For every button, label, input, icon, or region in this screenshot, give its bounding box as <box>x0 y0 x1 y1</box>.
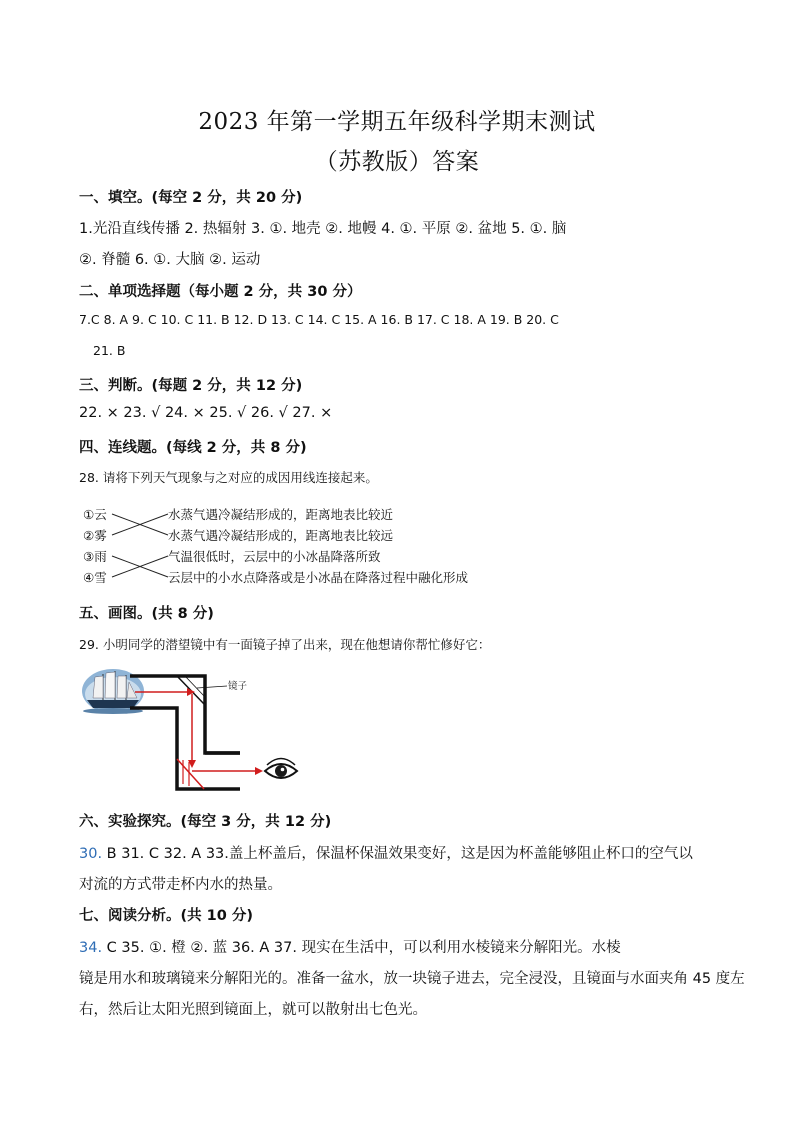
title-line-2: （苏教版）答案 <box>314 149 480 175</box>
section-7-heading: 七、阅读分析。(共 10 分) <box>79 908 254 924</box>
section-7-answers-text: C 35. ①. 橙 ②. 蓝 36. A 37. 现实在生活中，可以利用水棱镜来分解阳光。水棱 <box>102 940 621 956</box>
section-6-answers-line-1 <box>79 842 693 863</box>
section-7-answers-line-2: 镜是用水和玻璃镜来分解阳光的。准备一盆水，放一块镜子进去，完全浸没，且镜面与水面夹角 45 度左 <box>79 971 745 987</box>
section-1-answers-line-1: 1.光沿直线传播 2. 热辐射 3. ①. 地壳 ②. 地幔 4. ①. 平原 ②. 盆地 5. ①. 脑 <box>79 221 567 237</box>
section-4-heading: 四、连线题。(每线 2 分，共 8 分) <box>79 440 307 456</box>
weather-item-rain: ③雨 <box>83 549 107 564</box>
weather-item-fog: ②雾 <box>83 528 107 543</box>
matching-lines <box>110 504 170 588</box>
cause-item-2: 水蒸气遇冷凝结形成的，距离地表比较远 <box>168 528 394 543</box>
q30-number: 30. <box>79 846 103 862</box>
q34-number: 34. <box>79 940 103 956</box>
question-29: 29. 小明同学的潜望镜中有一面镜子掉了出来，现在他想请你帮忙修好它： <box>79 637 491 652</box>
section-7-answers-line-3: 右，然后让太阳光照到镜面上，就可以散射出七色光。 <box>79 1002 427 1018</box>
cause-item-4: 云层中的小水点降落或是小冰晶在降落过程中融化形成 <box>168 570 469 585</box>
section-7-answers-line-1 <box>79 936 621 957</box>
section-3-heading: 三、判断。(每题 2 分，共 12 分) <box>79 378 303 394</box>
section-1-answers-line-2: ②. 脊髓 6. ①. 大脑 ②. 运动 <box>79 252 261 268</box>
eye-icon <box>265 759 297 779</box>
section-6-heading: 六、实验探究。(每空 3 分，共 12 分) <box>79 814 332 830</box>
section-2-answers-line-1: 7.C 8. A 9. C 10. C 11. B 12. D 13. C 14. C 15. A 16. B 17. C 18. A 19. B 20. C <box>79 312 559 327</box>
mirror-pointer <box>197 686 227 688</box>
section-5-heading: 五、画图。(共 8 分) <box>79 606 214 622</box>
section-1-heading: 一、填空。(每空 2 分，共 20 分) <box>79 190 303 206</box>
cause-item-1: 水蒸气遇冷凝结形成的，距离地表比较近 <box>168 507 394 522</box>
periscope-outline-lower <box>130 708 240 789</box>
mirror-label: 镜子 <box>228 681 248 692</box>
weather-item-snow: ④雪 <box>83 570 107 585</box>
periscope-outline-upper <box>130 676 240 753</box>
section-2-heading: 二、单项选择题（每小题 2 分，共 30 分） <box>79 284 362 300</box>
cause-list <box>168 504 468 588</box>
section-6-answers-text: B 31. C 32. A 33.盖上杯盖后，保温杯保温效果变好，这是因为杯盖能够阻止杯口的空气以 <box>102 846 693 862</box>
question-28: 28. 请将下列天气现象与之对应的成因用线连接起来。 <box>79 470 378 485</box>
weather-item-cloud: ①云 <box>83 507 107 522</box>
section-2-answers-line-2: 21. B <box>93 343 126 358</box>
section-3-answers: 22. × 23. √ 24. × 25. √ 26. √ 27. × <box>79 405 333 421</box>
section-6-answers-line-2: 对流的方式带走杯内水的热量。 <box>79 877 282 893</box>
cause-item-3: 气温很低时，云层中的小冰晶降落所致 <box>168 549 381 564</box>
periscope-diagram <box>79 664 309 794</box>
title-line-1: 2023 年第一学期五年级科学期末测试 <box>198 109 596 135</box>
weather-list <box>83 504 107 588</box>
